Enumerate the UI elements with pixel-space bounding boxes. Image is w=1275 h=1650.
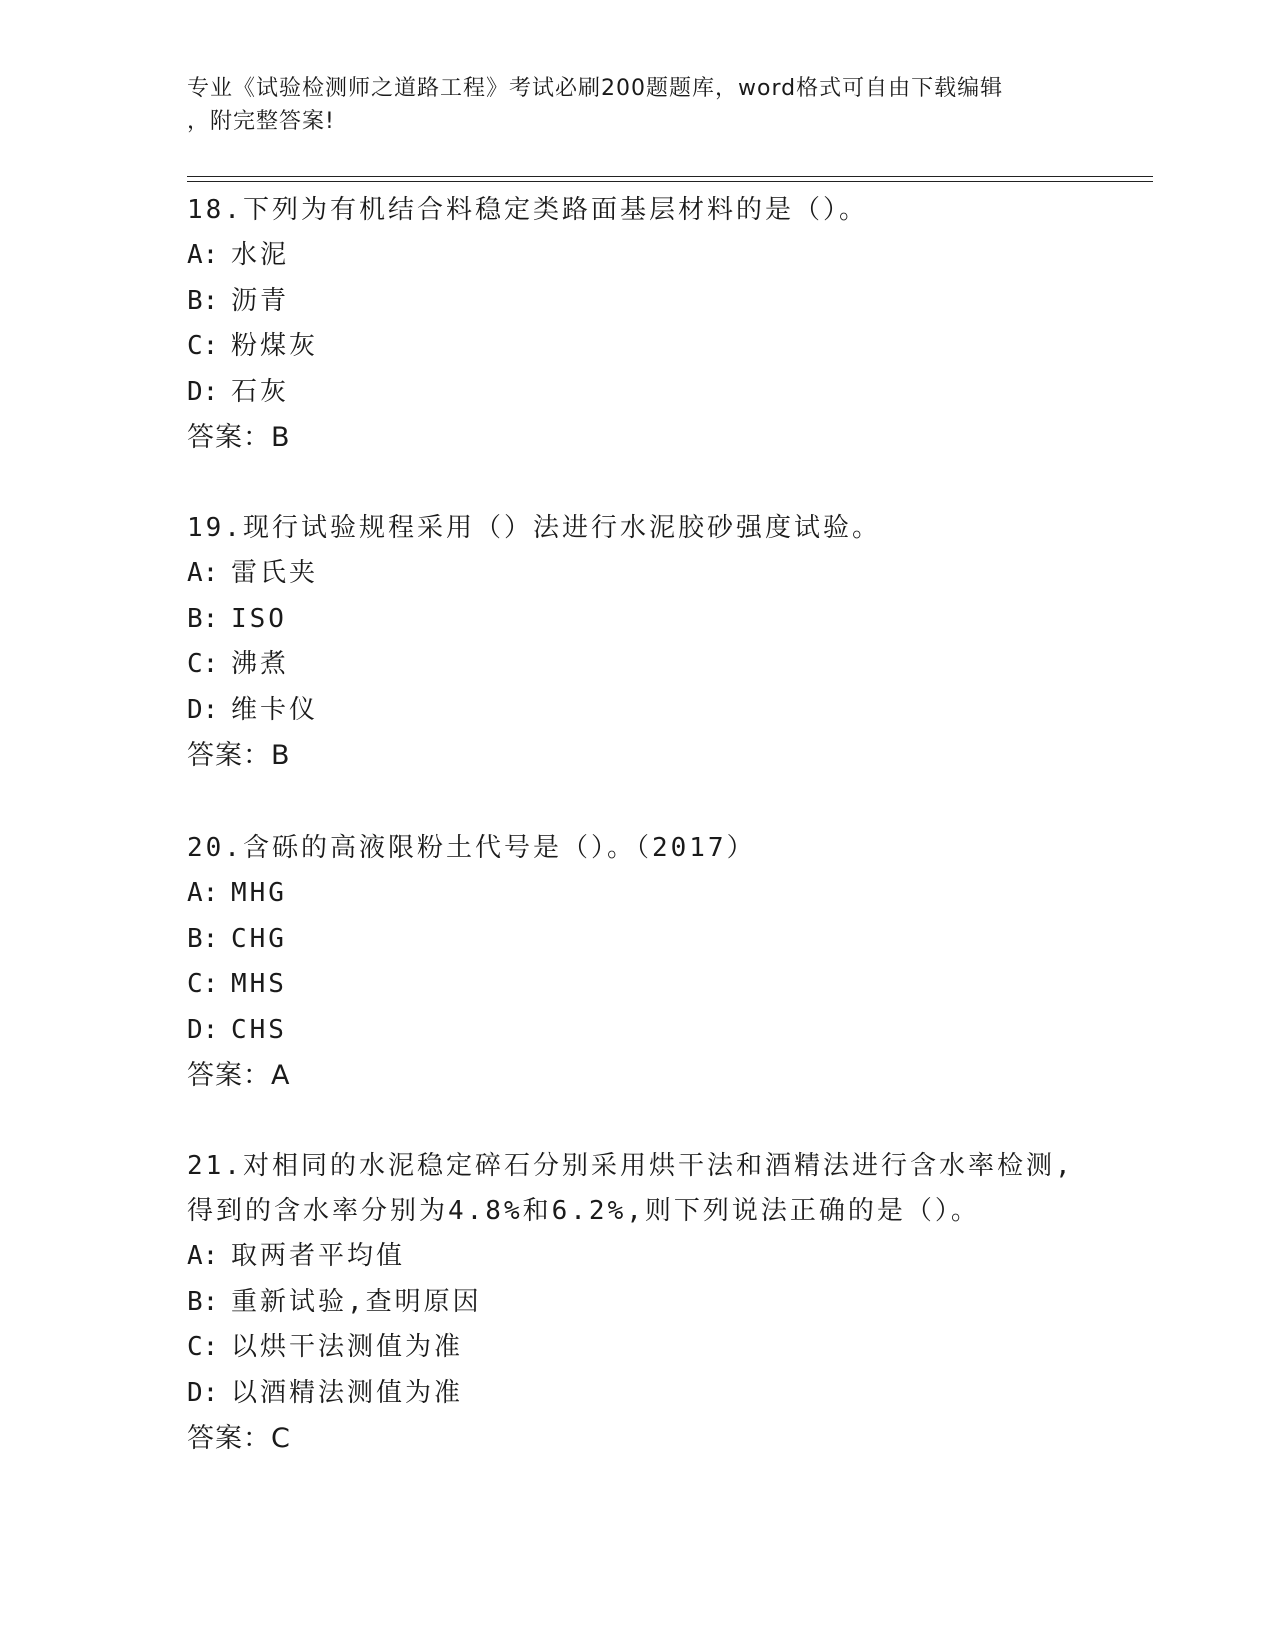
option-text: 沸煮 — [231, 649, 290, 679]
answer-label: 答案：B — [187, 740, 291, 771]
option-letter: D: — [187, 1014, 219, 1045]
question-stem: 18.下列为有机结合料稳定类路面基层材料的是（）。 — [187, 195, 868, 225]
option-a — [187, 1234, 1087, 1280]
option-text: 石灰 — [231, 376, 290, 407]
option-c — [187, 962, 1087, 1008]
question-stem: 19.现行试验规程采用（）法进行水泥胶砂强度试验。 — [187, 513, 881, 543]
option-letter: B: — [187, 923, 219, 954]
option-letter: D: — [187, 694, 219, 725]
option-letter: D: — [187, 376, 219, 407]
option-a — [187, 233, 1087, 279]
option-letter: C: — [187, 969, 219, 999]
option-b — [187, 597, 1087, 643]
option-d — [187, 688, 1087, 734]
option-c — [187, 642, 1087, 688]
option-b — [187, 917, 1087, 963]
option-a — [187, 551, 1087, 597]
option-d — [187, 1008, 1087, 1054]
option-text: MHG — [231, 878, 287, 908]
option-text: 雷氏夹 — [231, 558, 319, 588]
option-letter: A: — [187, 240, 219, 270]
option-letter: A: — [187, 1241, 219, 1271]
question-18 — [187, 188, 1087, 460]
question-stem: 20.含砾的高液限粉土代号是（）。（2017） — [187, 833, 756, 863]
option-text: 维卡仪 — [231, 694, 319, 725]
option-letter: D: — [187, 1377, 219, 1408]
option-letter: A: — [187, 558, 219, 588]
header-divider-top — [187, 176, 1153, 177]
option-b — [187, 279, 1087, 325]
option-text: 重新试验,查明原因 — [231, 1286, 482, 1317]
option-text: 粉煤灰 — [231, 331, 319, 361]
option-text: 以酒精法测值为准 — [231, 1377, 464, 1408]
question-19 — [187, 506, 1087, 778]
question-stem-line-1: 21.对相同的水泥稳定碎石分别采用烘干法和酒精法进行含水率检测, — [187, 1151, 1074, 1181]
option-letter: C: — [187, 649, 219, 679]
option-d — [187, 1371, 1087, 1417]
option-text: 沥青 — [231, 285, 290, 316]
option-text: 取两者平均值 — [231, 1241, 406, 1271]
option-letter: B: — [187, 603, 219, 634]
option-b — [187, 1280, 1087, 1326]
question-21 — [187, 1144, 1087, 1461]
answer-label: 答案：B — [187, 422, 291, 453]
option-letter: C: — [187, 1332, 219, 1362]
question-stem-line-2: 得到的含水率分别为4.8%和6.2%,则下列说法正确的是（）。 — [187, 1196, 980, 1226]
header-line-1: 专业《试验检测师之道路工程》考试必刷200题题库，word格式可自由下载编辑 — [187, 76, 1004, 101]
answer-label: 答案：A — [187, 1060, 291, 1091]
option-text: 以烘干法测值为准 — [231, 1332, 464, 1362]
header-divider-bottom — [187, 181, 1153, 182]
option-letter: B: — [187, 285, 219, 316]
option-d — [187, 370, 1087, 416]
option-c — [187, 1325, 1087, 1371]
option-letter: B: — [187, 1286, 219, 1317]
option-letter: C: — [187, 331, 219, 361]
option-text: ISO — [231, 603, 287, 634]
option-letter: A: — [187, 878, 219, 908]
option-text: 水泥 — [231, 240, 290, 270]
option-text: CHG — [231, 923, 287, 954]
option-c — [187, 324, 1087, 370]
document-header — [187, 72, 1067, 138]
option-text: MHS — [231, 969, 287, 999]
option-a — [187, 871, 1087, 917]
question-20 — [187, 826, 1087, 1098]
option-text: CHS — [231, 1014, 287, 1045]
answer-label: 答案：C — [187, 1423, 291, 1454]
header-line-2: ，附完整答案! — [187, 109, 335, 134]
